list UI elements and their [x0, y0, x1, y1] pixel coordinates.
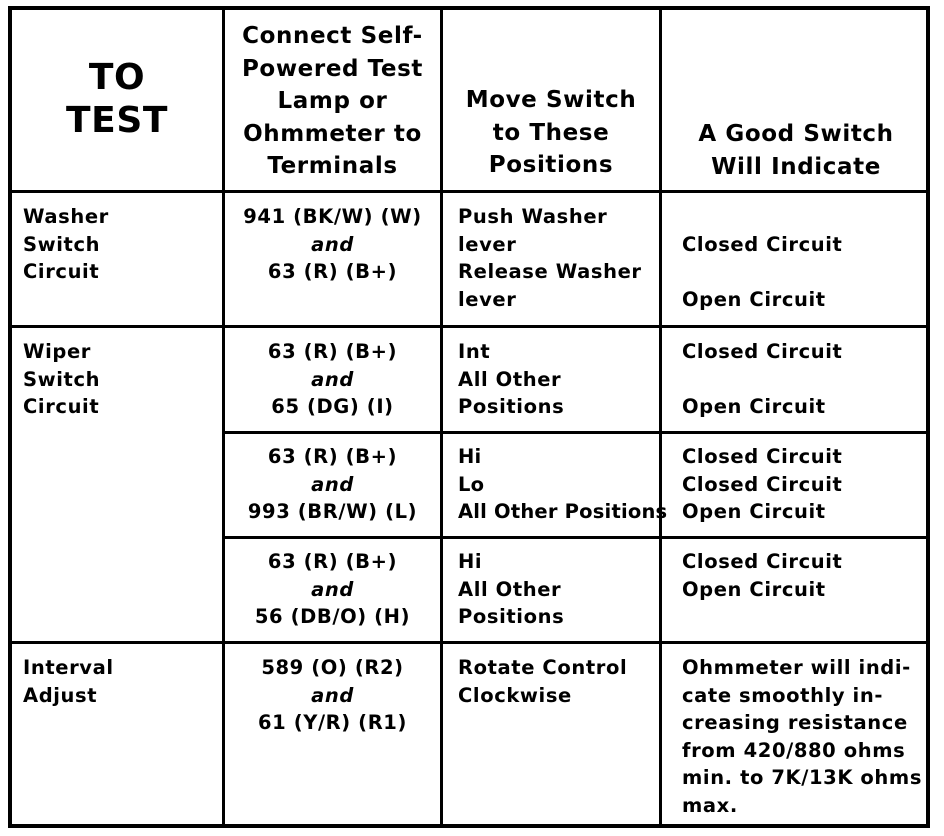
header-good-switch: A Good Switch Will Indicate [698, 121, 894, 180]
header-move-switch: Move Switch to These Positions [465, 87, 637, 178]
header-connect-terminals: Connect Self- Powered Test Lamp or Ohmmeter to Terminals [241, 23, 424, 179]
washer-label: Washer Switch Circuit [23, 205, 109, 283]
interval-label: Interval Adjust [23, 656, 114, 707]
row-divider-wiper-3 [12, 641, 926, 644]
row-divider-washer [12, 325, 926, 328]
wiper-int-result-open: Open Circuit [682, 395, 826, 418]
wiper-high-terminals: 63 (R) (B+) and 56 (DB/O) (H) [254, 550, 411, 628]
row-divider-wiper-2 [222, 536, 926, 539]
switch-test-table [8, 6, 930, 828]
wiper-high-positions: Hi All Other Positions [458, 550, 565, 628]
wiper-label: Wiper Switch Circuit [23, 340, 101, 418]
washer-result-closed: Closed Circuit [682, 233, 843, 256]
wiper-low-positions: Hi Lo All Other Positions [458, 445, 668, 523]
washer-terminals: 941 (BK/W) (W) and 63 (R) (B+) [243, 205, 422, 283]
wiper-int-positions: Int All Other Positions [458, 340, 565, 418]
wiper-high-results: Closed Circuit Open Circuit [682, 550, 843, 601]
row-divider-wiper-1 [222, 431, 926, 434]
wiper-int-result-closed: Closed Circuit [682, 340, 843, 363]
washer-positions: Push Washer lever Release Washer lever [458, 205, 642, 311]
header-divider [12, 190, 926, 193]
wiper-low-results: Closed Circuit Closed Circuit Open Circuit [682, 445, 843, 523]
washer-result-open: Open Circuit [682, 288, 826, 311]
interval-result: Ohmmeter will indi- cate smoothly in- creasing resistance from 420/880 ohms min. to 7K/13K ohms max. [682, 656, 923, 817]
header-to-test: TO TEST [65, 57, 169, 141]
interval-positions: Rotate Control Clockwise [458, 656, 628, 707]
wiper-low-terminals: 63 (R) (B+) and 993 (BR/W) (L) [247, 445, 418, 523]
interval-terminals: 589 (O) (R2) and 61 (Y/R) (R1) [257, 656, 407, 734]
wiper-int-terminals: 63 (R) (B+) and 65 (DG) (I) [267, 340, 398, 418]
